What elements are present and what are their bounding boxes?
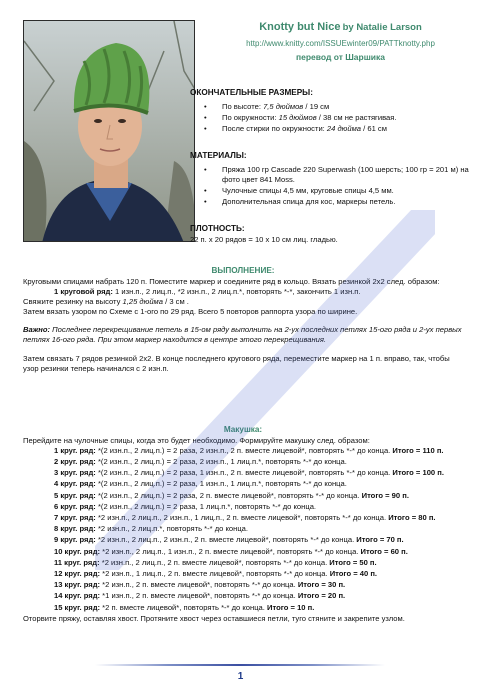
sizes-heading: ОКОНЧАТЕЛЬНЫЕ РАЗМЕРЫ:	[190, 88, 313, 97]
crown-row: 8 круг. ряд: *2 изн.п., 2 лиц.п.*, повторять *-* до конца.	[54, 524, 249, 534]
pattern-url[interactable]: http://www.knitty.com/ISSUEwinter09/PATTknotty.php	[246, 38, 435, 48]
materials-section	[190, 151, 472, 208]
crown-row: 6 круг. ряд: *(2 изн.п., 2 лиц.п.) = 2 раза, 1 лиц.п.*, повторять *-* до конца.	[54, 501, 317, 511]
crown-row: 10 круг. ряд: *2 изн.п., 2 лиц.п., 1 изн.п., 2 п. вместе лицевой*, повторять *-* до конца. Итого = 60 п.	[54, 546, 408, 556]
crown-row: 1 круг. ряд: *(2 изн.п., 2 лиц.п.) = 2 раза, 2 изн.п., 2 п. вместе лицевой*, повторять *-* до конца. Итого = 110 п.	[54, 445, 444, 455]
execution-heading: ВЫПОЛНЕНИЕ:	[211, 266, 275, 275]
size-item: • После стирки по окружности: 24 дюйма / 61 см	[190, 124, 472, 134]
crown-heading: Макушка:	[223, 425, 263, 434]
material-item: • Пряжа 100 гр Cascade 220 Superwash (100 шерсть; 100 гр = 201 м) на фото цвет 841 Moss.	[190, 165, 472, 185]
execution-ribbing-2: Затем связать 7 рядов резинкой 2х2. В конце последнего кругового ряда, переместите маркер на 1 п. вправо, так, чтобы узор резинки теперь начинался с 2 изн.п.	[23, 353, 450, 373]
hat-photo	[23, 20, 195, 242]
crown-row: 3 круг. ряд: *(2 изн.п., 2 лиц.п.) = 2 раза, 1 изн.п., 2 п. вместе лицевой*, повторять *-* до конца. Итого = 100 п.	[54, 468, 444, 478]
execution-row-1: 1 круговой ряд: 1 изн.п., 2 лиц.п., *2 изн.п., 2 лиц.п.*, повторять *-*, закончить 1 изн.п.	[54, 286, 361, 296]
execution-cast-on: Круговыми спицами набрать 120 п. Поместите маркер и соедините ряд в кольцо. Вязать резинкой 2х2 след. образом:	[23, 276, 440, 286]
pattern-title: Knotty but Nice	[259, 21, 341, 33]
crown-row: 12 круг. ряд: *2 изн.п., 1 лиц.п., 2 п. вместе лицевой*, повторять *-* до конца. Итого = 40 п.	[54, 569, 378, 579]
title-block	[200, 20, 481, 63]
density-heading: ПЛОТНОСТЬ:	[190, 224, 245, 233]
crown-row: 15 круг. ряд: *2 п. вместе лицевой*, повторять *-* до конца. Итого = 10 п.	[54, 602, 315, 612]
density-text: 22 п. х 20 рядов = 10 х 10 см лиц. гладью.	[190, 234, 338, 244]
material-item: • Дополнительная спица для кос, маркеры петель.	[190, 197, 472, 207]
translation-credit: перевод от Шаршика	[296, 52, 385, 63]
page-number: 1	[237, 671, 244, 682]
execution-ribbing: Свяжите резинку на высоту 1,25 дюйма / 3 см .	[23, 296, 189, 306]
crown-row: 4 круг. ряд: *(2 изн.п., 2 лиц.п.) = 2 раза, 1 изн.п., 1 лиц.п.*, повторять *-* до конца.	[54, 479, 347, 489]
crown-row: 9 круг. ряд: *2 изн.п., 2 лиц.п., 2 изн.п., 2 п. вместе лицевой*, повторять *-* до конца. Итого = 70 п.	[54, 535, 404, 545]
material-item: • Чулочные спицы 4,5 мм, круговые спицы 4,5 мм.	[190, 186, 472, 196]
sizes-section	[190, 88, 472, 135]
crown-section	[23, 425, 463, 624]
size-item: • По высоте: 7,5 дюймов / 19 см	[190, 102, 472, 112]
crown-row: 11 круг. ряд: *2 изн.п., 2 лиц.п., 2 п. вместе лицевой*, повторять *-* до конца. Итого = 50 п.	[54, 557, 377, 567]
crown-row: 14 круг. ряд: *1 изн.п., 2 п. вместе лицевой*, повторять *-* до конца. Итого = 20 п.	[54, 591, 346, 601]
photo-illustration	[24, 21, 195, 242]
crown-row: 2 круг. ряд: *(2 изн.п., 2 лиц.п.) = 2 раза, 2 изн.п., 1 лиц.п.*, повторять *-* до конца.	[54, 457, 347, 467]
crown-rows	[23, 446, 463, 613]
crown-row: 7 круг. ряд: *2 изн.п., 2 лиц.п., 2 изн.п., 1 лиц.п., 2 п. вместе лицевой*, повторять *-* до конца. Итого = 80 п.	[54, 513, 436, 523]
footer-divider	[95, 664, 385, 666]
execution-pattern: Затем вязать узором по Схеме с 1-ого по 29 ряд. Всего 5 повторов раппорта узора по ширине.	[23, 306, 358, 316]
crown-intro: Перейдите на чулочные спицы, когда это будет необходимо. Формируйте макушку след. образом:	[23, 435, 370, 445]
crown-finish: Оторвите пряжу, оставляя хвост. Протяните хвост через оставшиеся петли, туго стяните и закрепите узлом.	[23, 613, 405, 623]
size-item: • По окружности: 15 дюймов / 38 см не растягивая.	[190, 113, 472, 123]
pattern-author: by Natalie Larson	[342, 22, 422, 33]
density-section	[190, 224, 472, 245]
execution-section	[23, 266, 463, 374]
materials-heading: МАТЕРИАЛЫ:	[190, 151, 247, 160]
important-note: Важно: Последнее перекрещивание петель в 15-ом ряду выполнить на 2-ух последних петлях 15-ого ряда и 2-ух первых петлях 16-ого ряда. При этом маркер находится в центре этого перекрещивания.	[23, 324, 462, 344]
crown-row: 5 круг. ряд: *(2 изн.п., 2 лиц.п.) = 2 раза, 2 п. вместе лицевой*, повторять *-* до конца. Итого = 90 п.	[54, 490, 409, 500]
crown-row: 13 круг. ряд: *2 изн.п., 2 п. вместе лицевой*, повторять *-* до конца. Итого = 30 п.	[54, 580, 346, 590]
